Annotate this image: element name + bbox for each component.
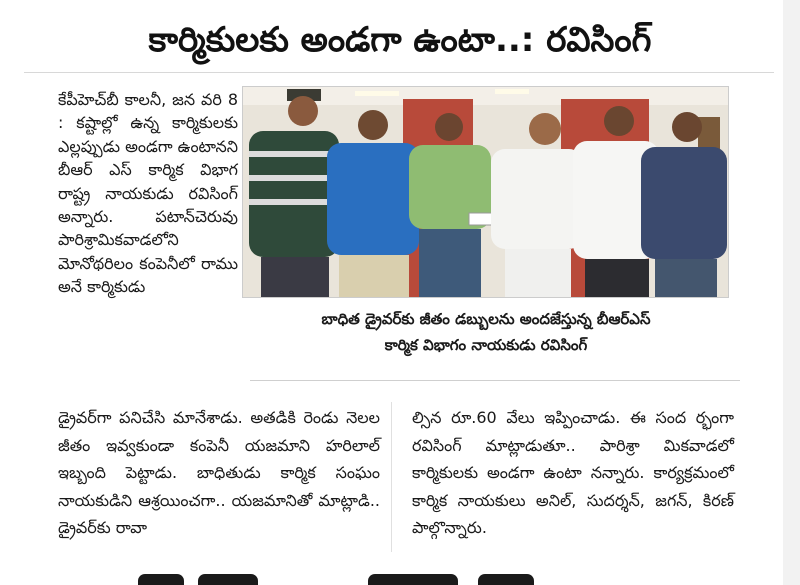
photo-caption-line-1: బాధిత డ్రైవర్‌కు జీతం డబ్బులను అందజేస్తున్న బీఆర్‌ఎస్‌ [321, 310, 651, 328]
news-photo [242, 86, 729, 298]
article-lead-text: కేపీహెచ్‌బీ కాలనీ, జన వరి 8 : కష్టాల్లో ఉన్న కార్మికులకు ఎల్లప్పుడు అండగా ఉంటానని బీఆర్‌ ఎస్‌ కార్మిక విభాగ రాష్ట్ర నాయకుడు రవిసింగ్‌ అన్నారు. పటాన్‌చెరువు పారిశ్రామికవాడలోని మోనోథరిలం కంపెనీలో రాము అనే కార్మికుడు [58, 90, 239, 297]
next-headline-cutoff [58, 566, 758, 585]
page-edge [783, 0, 800, 585]
headline-rule [24, 72, 774, 73]
column-divider [391, 402, 392, 552]
news-photo-illustration [243, 87, 729, 298]
article-bottom-left-column [58, 404, 380, 542]
article-bottom-right-column [412, 404, 734, 542]
caption-rule [250, 380, 740, 381]
article-bottom-left-text: డ్రైవర్‌గా పనిచేసి మానేశాడు. అతడికి రెండు నెలల జీతం ఇవ్వకుండా కంపెనీ యజమాని హరిలాల్‌ ఇబ్బంది పెట్టాడు. బాధితుడు కార్మిక సంఘం నాయకుడిని ఆశ్రయించగా.. యజమానితో మాట్లాడి.. డ్రైవర్‌కు రావా [58, 408, 380, 537]
article-lead-column [58, 88, 238, 299]
article-bottom-right-text: ల్సిన రూ.60 వేలు ఇప్పించాడు. ఈ సంద ర్భంగా రవిసింగ్‌ మాట్లాడుతూ.. పారిశ్రా మికవాడలో కార్మికులకు అండగా ఉంటా నన్నారు. కార్యక్రమంలో కార్మిక నాయకులు అనిల్‌, సుదర్శన్‌, జగన్‌, కిరణ్‌ పాల్గొన్నారు. [412, 408, 734, 537]
photo-caption-line-2: కార్మిక విభాగం నాయకుడు రవిసింగ్‌ [384, 336, 588, 354]
photo-caption [252, 306, 720, 358]
headline: కార్మికులకు అండగా ఉంటా..: రవిసింగ్ [148, 20, 652, 60]
